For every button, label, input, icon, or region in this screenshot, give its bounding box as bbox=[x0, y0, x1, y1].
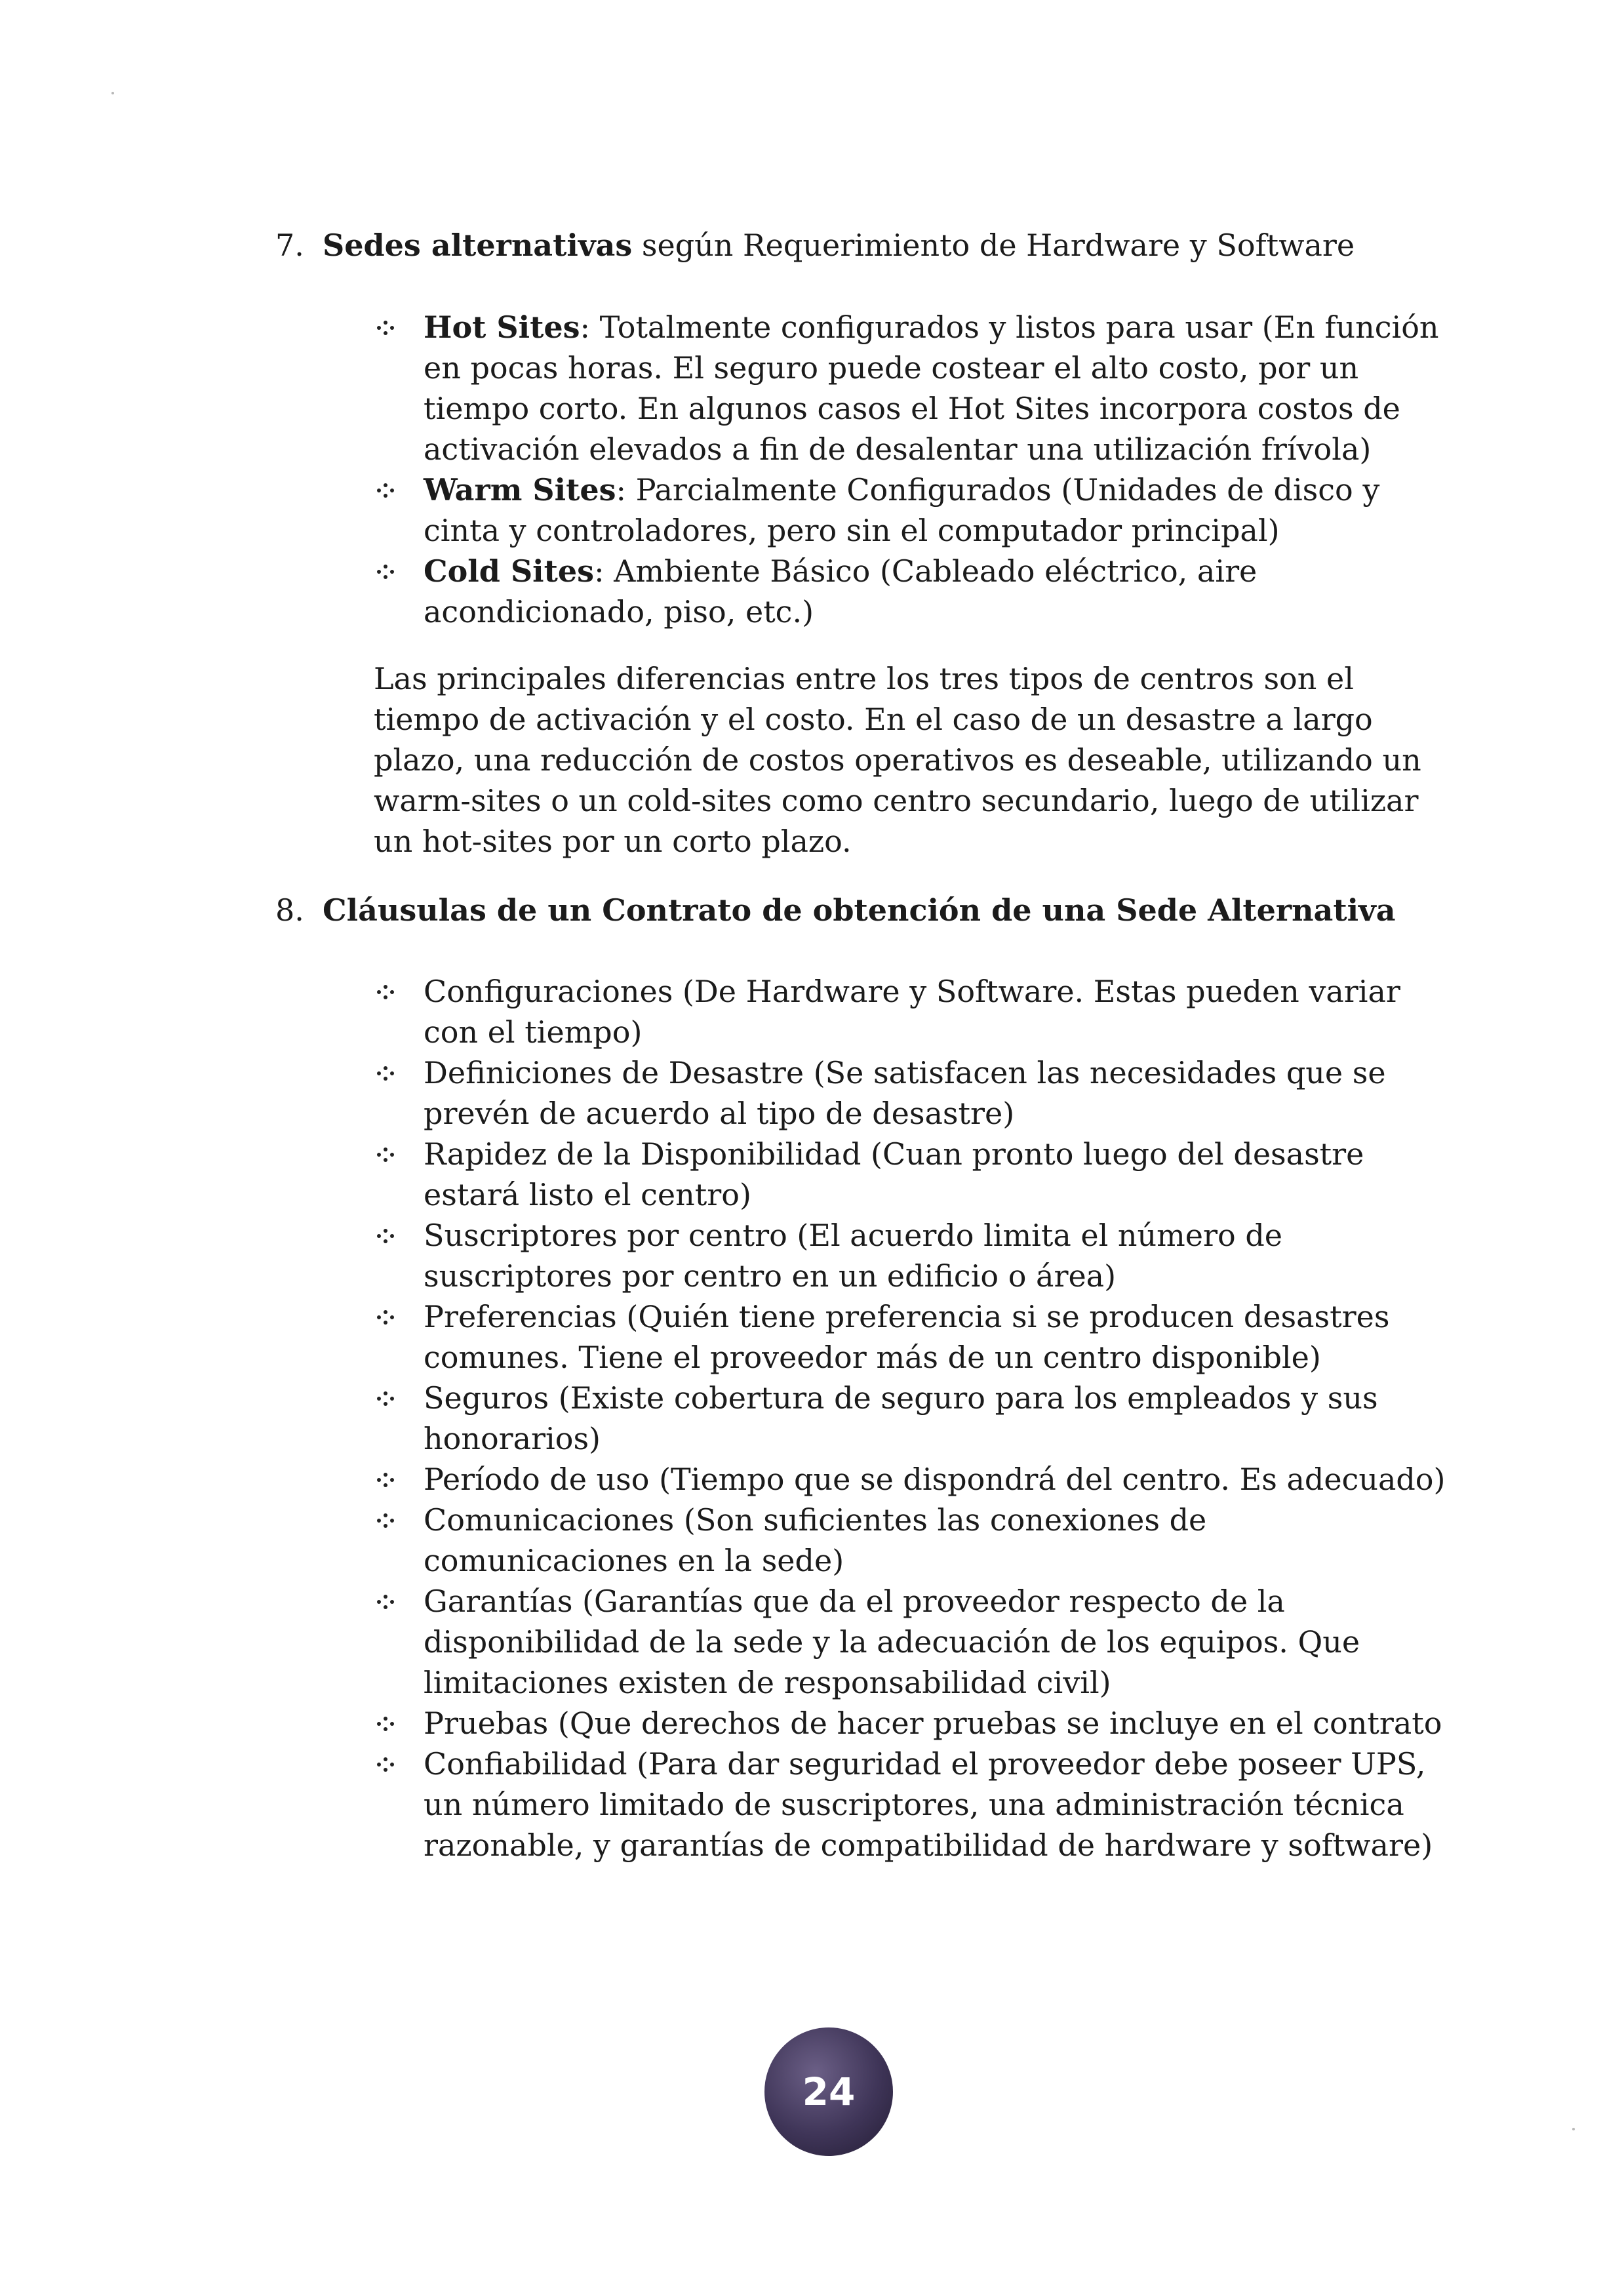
list-item bbox=[374, 1500, 1449, 1581]
item-text: Pruebas (Que derechos de hacer pruebas se incluye en el contrato bbox=[424, 1706, 1442, 1741]
item-text: Seguros (Existe cobertura de seguro para los empleados y sus honorarios) bbox=[424, 1380, 1378, 1456]
list-item bbox=[374, 971, 1449, 1052]
item-text: Definiciones de Desastre (Se satisfacen las necesidades que se prevén de acuerdo al tipo de desastre) bbox=[424, 1055, 1386, 1131]
diamond-bullet-icon bbox=[376, 1310, 395, 1325]
list-item bbox=[374, 307, 1449, 469]
diamond-bullet-icon bbox=[376, 1066, 395, 1081]
page-number-badge bbox=[764, 2027, 893, 2156]
scan-speck bbox=[111, 92, 114, 94]
item-text: Preferencias (Quién tiene preferencia si se producen desastres comunes. Tiene el proveedor más de un centro disponible) bbox=[424, 1299, 1390, 1375]
list-item bbox=[374, 1744, 1449, 1866]
list-item bbox=[374, 469, 1449, 551]
section-title-rest: según Requerimiento de Hardware y Software bbox=[632, 228, 1355, 263]
list-item bbox=[374, 1459, 1449, 1500]
item-text: Suscriptores por centro (El acuerdo limita el número de suscriptores por centro en un edificio o área) bbox=[424, 1218, 1282, 1294]
diamond-bullet-icon bbox=[376, 1148, 395, 1162]
list-item bbox=[374, 551, 1449, 632]
site-types-list bbox=[374, 307, 1449, 632]
item-text: Configuraciones (De Hardware y Software. Estas pueden variar con el tiempo) bbox=[424, 974, 1400, 1050]
section-8-heading bbox=[275, 890, 1396, 930]
item-term: Hot Sites bbox=[424, 309, 580, 345]
diamond-bullet-icon bbox=[376, 1473, 395, 1487]
item-text: Período de uso (Tiempo que se dispondrá del centro. Es adecuado) bbox=[424, 1462, 1446, 1497]
item-term: Cold Sites bbox=[424, 553, 595, 589]
item-text: : Ambiente Básico (Cableado eléctrico, aire acondicionado, piso, etc.) bbox=[424, 553, 1258, 629]
list-item bbox=[374, 1581, 1449, 1703]
item-text: : Parcialmente Configurados (Unidades de disco y cinta y controladores, pero sin el computador principal) bbox=[424, 472, 1380, 548]
item-term: Warm Sites bbox=[424, 472, 616, 508]
list-item bbox=[374, 1378, 1449, 1459]
contract-clauses-list bbox=[374, 971, 1449, 1866]
diamond-bullet-icon bbox=[376, 1595, 395, 1609]
item-text: : Totalmente configurados y listos para usar (En función en pocas horas. El seguro puede costear el alto costo, por un tiempo corto. En algunos casos el Hot Sites incorpora costos de activación elevados a fin de desalentar una utilización frívola) bbox=[424, 309, 1439, 467]
diamond-bullet-icon bbox=[376, 1229, 395, 1243]
item-text: Garantías (Garantías que da el proveedor respecto de la disponibilidad de la sede y la adecuación de los equipos. Que limitaciones existen de responsabilidad civil) bbox=[424, 1584, 1360, 1700]
diamond-bullet-icon bbox=[376, 483, 395, 498]
comparison-paragraph: Las principales diferencias entre los tres tipos de centros son el tiempo de activación y el costo. En el caso de un desastre a largo plazo, una reducción de costos operativos es deseable, utilizando un warm-sites o un cold-sites como centro secundario, luego de utilizar un hot-sites por un corto plazo. bbox=[374, 661, 1421, 859]
item-text: Rapidez de la Disponibilidad (Cuan pronto luego del desastre estará listo el centro) bbox=[424, 1136, 1364, 1212]
diamond-bullet-icon bbox=[376, 1391, 395, 1406]
list-item bbox=[374, 1215, 1449, 1296]
diamond-bullet-icon bbox=[376, 1757, 395, 1772]
section-7-heading bbox=[275, 225, 1355, 266]
section-number: 7. bbox=[275, 228, 304, 263]
diamond-bullet-icon bbox=[376, 985, 395, 999]
diamond-bullet-icon bbox=[376, 1717, 395, 1731]
scan-speck bbox=[1572, 2128, 1575, 2130]
diamond-bullet-icon bbox=[376, 1513, 395, 1528]
item-text: Confiabilidad (Para dar seguridad el proveedor debe poseer UPS, un número limitado de suscriptores, una administración técnica razonable, y garantías de compatibilidad de hardware y software) bbox=[424, 1746, 1433, 1863]
list-item bbox=[374, 1134, 1449, 1215]
section-title-bold: Cláusulas de un Contrato de obtención de una Sede Alternativa bbox=[323, 892, 1396, 928]
section-number: 8. bbox=[275, 892, 304, 928]
list-item bbox=[374, 1052, 1449, 1134]
item-text: Comunicaciones (Son suficientes las conexiones de comunicaciones en la sede) bbox=[424, 1502, 1207, 1578]
section-title-bold: Sedes alternativas bbox=[323, 228, 633, 263]
diamond-bullet-icon bbox=[376, 565, 395, 579]
page-number: 24 bbox=[802, 2069, 856, 2114]
diamond-bullet-icon bbox=[376, 321, 395, 335]
list-item bbox=[374, 1703, 1449, 1744]
list-item bbox=[374, 1296, 1449, 1378]
